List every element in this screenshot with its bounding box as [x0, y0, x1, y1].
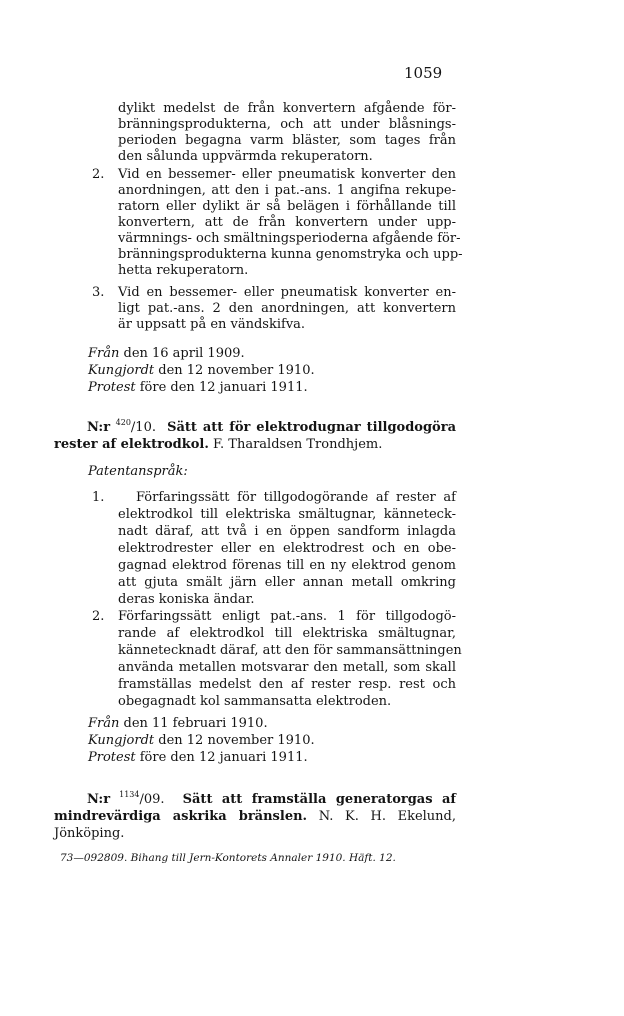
patent-title: Sätt att framställa generatorgas af	[182, 792, 456, 807]
text-line: gagnad elektrod förenas till en ny elektrod genom	[118, 558, 456, 573]
text-line: obegagnadt kol sammansatta elektroden.	[118, 694, 392, 709]
text-line: bränningsprodukterna, och att under blåsnings-	[118, 117, 456, 132]
text-line: Förfaringssätt enligt pat.-ans. 1 för tillgodogö-	[118, 609, 456, 624]
date-label: Från	[88, 716, 120, 731]
patent-heading-cont	[54, 437, 382, 453]
patent-number: 420	[115, 418, 131, 427]
text-line: hetta rekuperatorn.	[118, 263, 249, 278]
patent-heading	[87, 420, 456, 436]
text-line: bränningsprodukterna kunna genomstryka och upp-	[118, 247, 463, 262]
text-line: använda metallen motsvarar den metall, som skall	[118, 660, 456, 675]
text-line: rande af elektrodkol till elektriska smältugnar,	[118, 626, 456, 641]
text-line: ratorn eller dylikt är så belägen i förhållande till	[118, 199, 456, 214]
text-line: perioden begagna varm bläster, som tages från	[118, 133, 456, 148]
claim-number: 1.	[92, 490, 105, 505]
text-line: värmnings- och smältningsperioderna afgående för-	[118, 231, 461, 246]
text-line: nadt däraf, att två i en öppen sandform inlagda	[118, 524, 456, 539]
text-line: den sålunda uppvärmda rekuperatorn.	[118, 149, 373, 164]
date-value: den 16 april 1909.	[119, 346, 245, 361]
date-line	[88, 733, 315, 749]
date-value: före den 12 januari 1911.	[135, 750, 308, 765]
text-line: konvertern, att de från konvertern under upp-	[118, 215, 456, 230]
text-line: anordningen, att den i pat.-ans. 1 angifna rekupe-	[118, 183, 456, 198]
date-label: Kungjordt	[88, 733, 155, 748]
date-line	[88, 380, 308, 396]
patent-year: /10.	[130, 420, 156, 435]
patent-title-cont: rester af elektrodkol.	[54, 437, 209, 452]
text-line: Vid en bessemer- eller pneumatisk konverter en-	[118, 285, 456, 300]
patent-owner: F. Tharaldsen Trondhjem.	[208, 437, 383, 452]
date-value: den 12 november 1910.	[154, 363, 315, 378]
date-value: den 11 februari 1910.	[119, 716, 268, 731]
patent-nr-label: N:r	[87, 792, 111, 807]
patent-nr-label: N:r	[87, 420, 111, 435]
claim-number: 2.	[92, 167, 105, 182]
date-value: den 12 november 1910.	[154, 733, 315, 748]
text-line: deras koniska ändar.	[118, 592, 255, 607]
date-value: före den 12 januari 1911.	[135, 380, 308, 395]
claim-number: 3.	[92, 285, 105, 300]
patent-title: Sätt att för elektrodugnar tillgodogöra	[167, 420, 456, 435]
patent-heading-cont	[54, 809, 456, 825]
patent-owner-city: Jönköping.	[54, 826, 125, 841]
text-line: elektrodrester eller en elektrodrest och en obe-	[118, 541, 456, 556]
date-line	[88, 346, 245, 362]
text-line: ligt pat.-ans. 2 den anordningen, att konvertern	[118, 301, 456, 316]
patent-heading	[87, 792, 456, 808]
date-label: Från	[88, 346, 120, 361]
date-line	[88, 716, 268, 732]
text-line: framställas medelst den af rester resp. rest och	[118, 677, 456, 692]
date-line	[88, 363, 315, 379]
text-line: elektrodkol till elektriska smältugnar, känneteck-	[118, 507, 456, 522]
text-line: Förfaringssätt för tillgodogörande af rester af	[136, 490, 456, 505]
date-label: Protest	[88, 380, 136, 395]
patent-number: 1134	[119, 790, 140, 799]
date-line	[88, 750, 308, 766]
text-line: kännetecknadt däraf, att den för sammansättningen	[118, 643, 462, 658]
claims-heading: Patentanspråk:	[88, 464, 188, 479]
date-label: Kungjordt	[88, 363, 155, 378]
text-line: Vid en bessemer- eller pneumatisk konverter den	[118, 167, 456, 182]
page-footer: 73—092809. Bihang till Jern-Kontorets Annaler 1910. Häft. 12.	[60, 852, 396, 864]
claim-number: 2.	[92, 609, 105, 624]
date-label: Protest	[88, 750, 136, 765]
patent-owner: N. K. H. Ekelund,	[307, 809, 456, 824]
page-number: 1059	[404, 64, 443, 82]
patent-year: /09.	[139, 792, 165, 807]
patent-title-cont: mindrevärdiga askrika bränslen.	[54, 809, 308, 824]
text-line: är uppsatt på en vändskifva.	[118, 317, 306, 332]
text-line: att gjuta smält järn eller annan metall omkring	[118, 575, 456, 590]
text-line: dylikt medelst de från konvertern afgående för-	[118, 101, 456, 116]
